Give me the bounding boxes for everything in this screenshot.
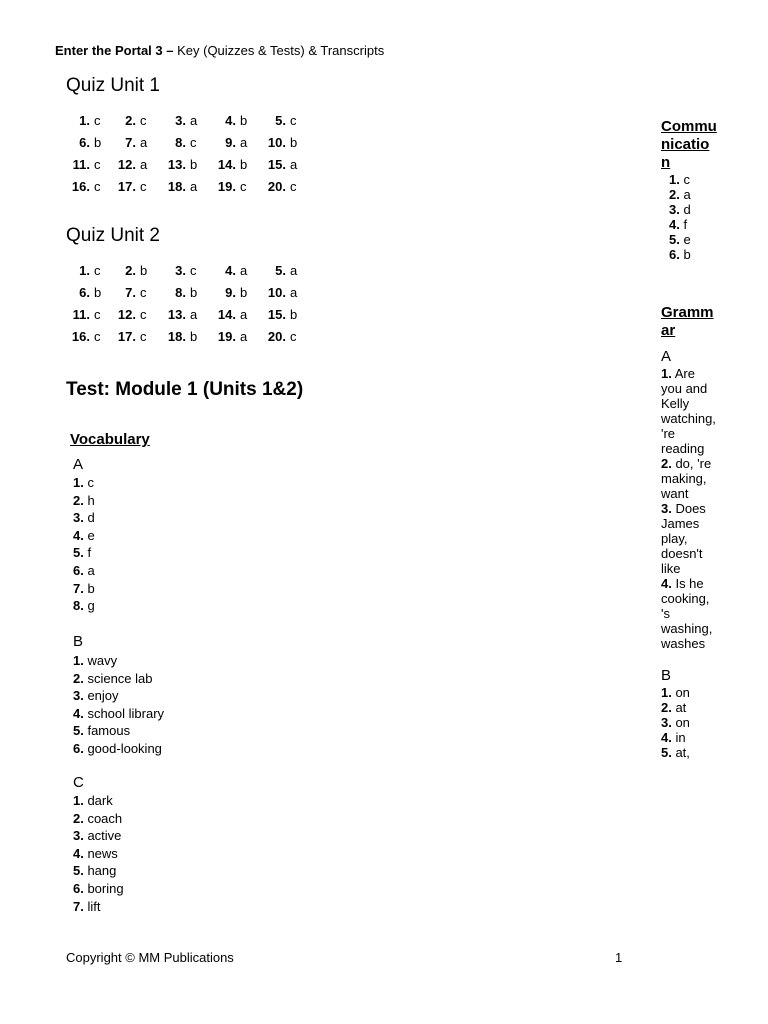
item-number: 3.: [661, 501, 672, 516]
answer-item: [73, 898, 124, 916]
answer-value: a: [240, 262, 248, 278]
answer-value: b: [190, 328, 198, 344]
answer-item: [661, 700, 717, 715]
question-number: 6.: [79, 134, 90, 150]
item-number: 2.: [73, 810, 84, 826]
item-number: 3.: [661, 715, 672, 730]
footer-copyright: Copyright © MM Publications: [66, 950, 234, 965]
item-number: 7.: [73, 898, 84, 914]
question-number: 7.: [125, 284, 136, 300]
item-answer: h: [83, 492, 95, 508]
answer-item: [73, 652, 164, 670]
question-number: 12.: [117, 306, 136, 322]
grammar-a-letter: A: [661, 348, 672, 365]
answer-item: [669, 217, 717, 232]
answer-item: [73, 792, 124, 810]
answer-value: a: [190, 112, 198, 128]
answer-value: b: [240, 112, 248, 128]
question-number: 6.: [79, 284, 90, 300]
question-number: 10.: [267, 284, 286, 300]
answer-value: c: [140, 306, 147, 322]
answer-item: [73, 527, 95, 545]
question-number: 12.: [117, 156, 136, 172]
answer-value: c: [94, 112, 101, 128]
item-answer: active: [83, 828, 122, 844]
item-number: 5.: [73, 863, 84, 879]
item-number: 2.: [661, 700, 672, 715]
answer-item: [661, 456, 717, 501]
item-answer: science lab: [83, 670, 153, 686]
answer-value: c: [190, 262, 197, 278]
answer-row: [64, 153, 312, 175]
item-number: 4.: [669, 217, 680, 232]
answer-item: [669, 202, 717, 217]
answer-value: b: [190, 284, 198, 300]
answer-item: [73, 597, 95, 615]
item-answer: Are you and Kelly watching, 're reading: [661, 366, 716, 456]
answer-value: c: [140, 284, 147, 300]
item-answer: on: [671, 685, 690, 700]
answer-value: c: [190, 134, 197, 150]
question-number: 15.: [267, 306, 286, 322]
question-number: 5.: [275, 262, 286, 278]
item-answer: f: [679, 217, 688, 232]
page-number: 1: [615, 950, 623, 965]
item-number: 5.: [669, 232, 680, 247]
item-number: 6.: [73, 880, 84, 896]
question-number: 20.: [267, 178, 286, 194]
answer-value: c: [94, 306, 101, 322]
answer-row: [64, 325, 312, 347]
item-number: 4.: [661, 730, 672, 745]
item-number: 4.: [73, 705, 84, 721]
grammar-heading: Grammar: [661, 304, 714, 339]
answer-item: [73, 705, 164, 723]
answer-item: [661, 685, 717, 700]
item-answer: d: [83, 510, 95, 526]
item-answer: Does James play, doesn't like: [661, 501, 706, 576]
item-answer: news: [83, 845, 118, 861]
question-number: 16.: [71, 328, 90, 344]
quiz1-title: Quiz Unit 1: [66, 75, 160, 96]
item-number: 3.: [669, 202, 680, 217]
grammar-a-list: [661, 366, 717, 651]
question-number: 13.: [167, 306, 186, 322]
quiz2-answer-table: [64, 259, 312, 347]
item-answer: dark: [83, 793, 113, 808]
answer-item: [669, 172, 717, 187]
answer-item: [73, 862, 124, 880]
item-number: 2.: [661, 456, 672, 471]
answer-value: b: [240, 284, 248, 300]
vocab-section-a-list: [73, 474, 95, 615]
vocab-section-b-list: [73, 652, 164, 758]
question-number: 3.: [175, 112, 186, 128]
answer-row: [64, 303, 312, 325]
question-number: 20.: [267, 328, 286, 344]
item-number: 4.: [73, 527, 84, 543]
answer-item: [661, 730, 717, 745]
item-number: 1.: [73, 653, 84, 668]
question-number: 4.: [225, 112, 236, 128]
item-answer: a: [679, 187, 691, 202]
question-number: 1.: [79, 262, 90, 278]
question-number: 7.: [125, 134, 136, 150]
answer-row: [64, 109, 312, 131]
answer-value: c: [94, 262, 101, 278]
answer-value: c: [140, 178, 147, 194]
answer-value: a: [240, 328, 248, 344]
item-number: 7.: [73, 580, 84, 596]
item-number: 6.: [669, 247, 680, 262]
answer-item: [73, 722, 164, 740]
answer-item: [73, 474, 95, 492]
test-title: Test: Module 1 (Units 1&2): [66, 379, 304, 400]
answer-item: [73, 845, 124, 863]
answer-value: c: [94, 178, 101, 194]
answer-item: [73, 810, 124, 828]
question-number: 10.: [267, 134, 286, 150]
answer-value: c: [140, 112, 147, 128]
item-answer: on: [671, 715, 690, 730]
item-number: 2.: [669, 187, 680, 202]
question-number: 9.: [225, 134, 236, 150]
question-number: 2.: [125, 262, 136, 278]
item-answer: at: [671, 700, 687, 715]
item-number: 1.: [73, 475, 84, 490]
item-answer: school library: [83, 705, 165, 721]
item-answer: wavy: [83, 653, 118, 668]
answer-item: [661, 501, 717, 576]
item-number: 6.: [73, 740, 84, 756]
item-number: 4.: [73, 845, 84, 861]
answer-item: [661, 745, 717, 760]
answer-value: c: [290, 112, 297, 128]
answer-value: a: [290, 156, 298, 172]
item-number: 1.: [73, 793, 84, 808]
question-number: 8.: [175, 134, 186, 150]
answer-item: [73, 509, 95, 527]
question-number: 1.: [79, 112, 90, 128]
item-number: 1.: [661, 366, 672, 381]
item-answer: boring: [83, 880, 124, 896]
answer-value: c: [290, 328, 297, 344]
question-number: 19.: [217, 178, 236, 194]
answer-value: b: [240, 156, 248, 172]
answer-item: [661, 366, 717, 456]
answer-value: a: [290, 284, 298, 300]
answer-value: a: [240, 134, 248, 150]
item-number: 5.: [73, 545, 84, 561]
answer-item: [669, 232, 717, 247]
vocab-section-c-letter: C: [73, 774, 84, 791]
question-number: 14.: [217, 306, 236, 322]
answer-item: [73, 562, 95, 580]
item-number: 8.: [73, 598, 84, 614]
answer-item: [669, 187, 717, 202]
item-number: 1.: [661, 685, 672, 700]
item-number: 3.: [73, 510, 84, 526]
answer-row: [64, 281, 312, 303]
vocab-section-b-letter: B: [73, 633, 84, 650]
question-number: 8.: [175, 284, 186, 300]
document-header: [55, 43, 384, 58]
answer-value: a: [140, 134, 148, 150]
vocab-section-c-list: [73, 792, 124, 915]
item-answer: hang: [83, 863, 117, 879]
answer-value: b: [140, 262, 148, 278]
communication-list: [669, 172, 717, 262]
item-answer: g: [83, 598, 95, 614]
vocabulary-heading: Vocabulary: [70, 431, 150, 448]
item-answer: lift: [83, 898, 101, 914]
header-title: Enter the Portal 3 –: [55, 43, 174, 58]
answer-value: c: [240, 178, 247, 194]
item-answer: a: [83, 562, 95, 578]
item-answer: c: [679, 172, 690, 187]
question-number: 16.: [71, 178, 90, 194]
item-answer: at,: [671, 745, 690, 760]
answer-item: [73, 580, 95, 598]
answer-row: [64, 259, 312, 281]
question-number: 14.: [217, 156, 236, 172]
question-number: 2.: [125, 112, 136, 128]
communication-section: [661, 118, 717, 262]
header-subtitle: Key (Quizzes & Tests) & Transcripts: [173, 43, 385, 58]
item-answer: famous: [83, 723, 131, 739]
answer-value: b: [290, 134, 298, 150]
item-number: 1.: [669, 172, 680, 187]
answer-item: [661, 576, 717, 651]
quiz2-title: Quiz Unit 2: [66, 225, 160, 246]
item-answer: Is he cooking, 's washing, washes: [661, 576, 713, 651]
item-answer: b: [83, 580, 95, 596]
answer-item: [73, 544, 95, 562]
item-number: 6.: [73, 562, 84, 578]
item-answer: f: [83, 545, 92, 561]
item-answer: do, 're making, want: [661, 456, 712, 501]
answer-value: a: [140, 156, 148, 172]
item-answer: d: [679, 202, 691, 217]
question-number: 11.: [72, 306, 90, 322]
answer-item: [73, 492, 95, 510]
question-number: 5.: [275, 112, 286, 128]
answer-item: [73, 670, 164, 688]
answer-value: a: [290, 262, 298, 278]
item-number: 2.: [73, 492, 84, 508]
question-number: 17.: [117, 178, 136, 194]
item-number: 3.: [73, 828, 84, 844]
question-number: 19.: [217, 328, 236, 344]
answer-value: b: [290, 306, 298, 322]
item-answer: coach: [83, 810, 123, 826]
item-number: 5.: [661, 745, 672, 760]
question-number: 4.: [225, 262, 236, 278]
item-answer: in: [671, 730, 686, 745]
grammar-section: [661, 304, 717, 760]
answer-value: b: [94, 284, 102, 300]
item-answer: b: [679, 247, 691, 262]
vocab-section-a-letter: A: [73, 456, 84, 473]
item-answer: e: [83, 527, 95, 543]
question-number: 11.: [72, 156, 90, 172]
item-answer: enjoy: [83, 688, 119, 704]
answer-item: [73, 687, 164, 705]
question-number: 18.: [167, 178, 186, 194]
answer-item: [73, 740, 164, 758]
item-number: 2.: [73, 670, 84, 686]
item-answer: e: [679, 232, 691, 247]
question-number: 17.: [117, 328, 136, 344]
answer-value: b: [190, 156, 198, 172]
grammar-b-list: [661, 685, 717, 760]
answer-value: c: [94, 156, 101, 172]
answer-item: [661, 715, 717, 730]
answer-value: a: [190, 306, 198, 322]
question-number: 18.: [167, 328, 186, 344]
quiz1-answer-table: [64, 109, 312, 197]
question-number: 3.: [175, 262, 186, 278]
answer-item: [73, 827, 124, 845]
item-number: 5.: [73, 723, 84, 739]
question-number: 15.: [267, 156, 286, 172]
answer-value: a: [240, 306, 248, 322]
answer-value: c: [140, 328, 147, 344]
item-answer: c: [83, 475, 94, 490]
communication-heading: Communication: [661, 118, 717, 171]
answer-value: c: [290, 178, 297, 194]
answer-value: b: [94, 134, 102, 150]
item-answer: good-looking: [83, 740, 162, 756]
answer-row: [64, 131, 312, 153]
answer-item: [669, 247, 717, 262]
item-number: 3.: [73, 688, 84, 704]
answer-row: [64, 175, 312, 197]
answer-item: [73, 880, 124, 898]
question-number: 9.: [225, 284, 236, 300]
item-number: 4.: [661, 576, 672, 591]
grammar-b-letter: B: [661, 667, 672, 684]
question-number: 13.: [167, 156, 186, 172]
answer-value: a: [190, 178, 198, 194]
answer-value: c: [94, 328, 101, 344]
